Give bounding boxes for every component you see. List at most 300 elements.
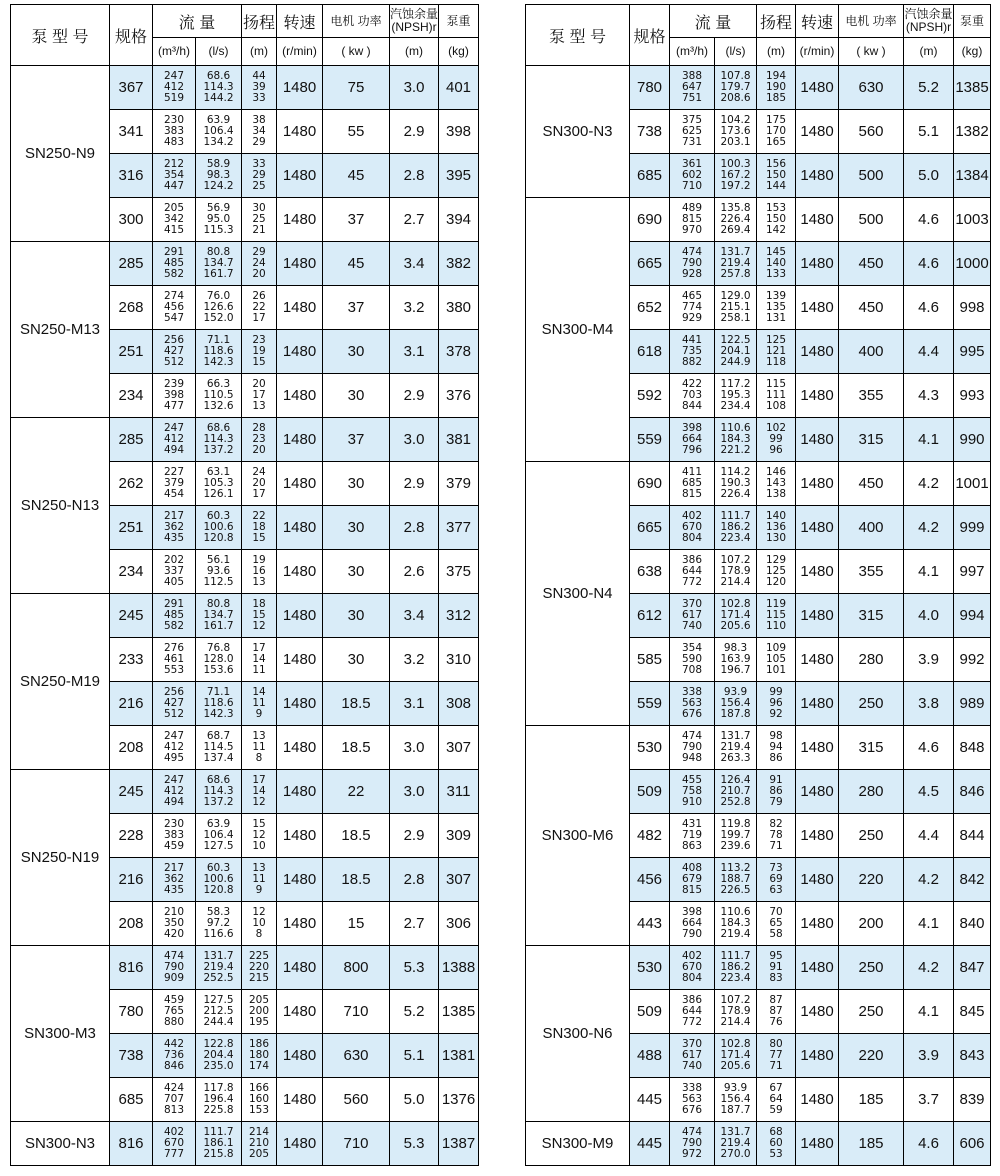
power-value: 315 [839,418,904,462]
flow-ls-values: 110.6 184.3 219.4 [715,902,757,946]
flow-m3h-values: 291 485 582 [153,594,196,638]
head-values: 13 11 9 [242,858,277,902]
weight-value: 1382 [954,110,991,154]
flow-m3h-values: 474 790 948 [670,726,715,770]
pump-spec: 482 [630,814,670,858]
pump-spec: 780 [110,990,153,1034]
speed-value: 1480 [277,814,323,858]
npsh-value: 3.0 [390,418,439,462]
flow-ls-values: 60.3 100.6 120.8 [196,858,242,902]
weight-value: 307 [439,726,479,770]
npsh-value: 3.0 [390,66,439,110]
flow-m3h-values: 276 461 553 [153,638,196,682]
header-flow-m3h: (m³/h) [670,38,715,66]
speed-value: 1480 [277,154,323,198]
power-value: 30 [323,462,390,506]
pump-spec: 341 [110,110,153,154]
flow-ls-values: 117.8 196.4 225.8 [196,1078,242,1122]
power-value: 45 [323,242,390,286]
speed-value: 1480 [796,66,839,110]
pump-spec: 285 [110,242,153,286]
head-values: 22 18 15 [242,506,277,550]
npsh-value: 4.6 [904,286,954,330]
weight-value: 1385 [954,66,991,110]
npsh-value: 5.3 [390,1122,439,1166]
power-value: 630 [323,1034,390,1078]
flow-m3h-values: 474 790 928 [670,242,715,286]
flow-m3h-values: 370 617 740 [670,1034,715,1078]
head-values: 225 220 215 [242,946,277,990]
power-value: 250 [839,990,904,1034]
table-row [526,66,991,110]
flow-m3h-values: 424 707 813 [153,1078,196,1122]
head-values: 26 22 17 [242,286,277,330]
npsh-value: 4.3 [904,374,954,418]
npsh-value: 5.1 [904,110,954,154]
weight-value: 312 [439,594,479,638]
flow-m3h-values: 256 427 512 [153,330,196,374]
speed-value: 1480 [796,594,839,638]
npsh-value: 5.0 [390,1078,439,1122]
head-values: 156 150 144 [757,154,796,198]
header-power: 电机 功率 [323,5,390,38]
speed-value: 1480 [277,902,323,946]
weight-value: 310 [439,638,479,682]
pump-spec: 251 [110,506,153,550]
header-model: 泵 型 号 [526,5,630,66]
flow-ls-values: 60.3 100.6 120.8 [196,506,242,550]
flow-ls-values: 80.8 134.7 161.7 [196,594,242,638]
npsh-value: 2.9 [390,814,439,858]
flow-m3h-values: 230 383 483 [153,110,196,154]
weight-value: 847 [954,946,991,990]
weight-value: 999 [954,506,991,550]
power-value: 450 [839,242,904,286]
head-values: 80 77 71 [757,1034,796,1078]
header-head: 扬程 [242,5,277,38]
weight-value: 311 [439,770,479,814]
speed-value: 1480 [796,418,839,462]
weight-value: 606 [954,1122,991,1166]
flow-ls-values: 131.7 219.4 257.8 [715,242,757,286]
weight-value: 1001 [954,462,991,506]
weight-value: 394 [439,198,479,242]
weight-value: 994 [954,594,991,638]
head-values: 98 94 86 [757,726,796,770]
head-values: 139 135 131 [757,286,796,330]
header-head-unit: (m) [242,38,277,66]
pump-spec: 228 [110,814,153,858]
pump-spec: 300 [110,198,153,242]
speed-value: 1480 [277,66,323,110]
header-speed: 转速 [796,5,839,38]
head-values: 15 12 10 [242,814,277,858]
flow-ls-values: 131.7 219.4 263.3 [715,726,757,770]
head-values: 33 29 25 [242,154,277,198]
head-values: 91 86 79 [757,770,796,814]
weight-value: 306 [439,902,479,946]
flow-m3h-values: 388 647 751 [670,66,715,110]
npsh-value: 2.7 [390,198,439,242]
flow-m3h-values: 474 790 909 [153,946,196,990]
header-flow: 流 量 [153,5,242,38]
power-value: 400 [839,506,904,550]
pump-spec: 585 [630,638,670,682]
head-values: 30 25 21 [242,198,277,242]
npsh-value: 4.2 [904,462,954,506]
pump-table-right [525,4,991,1166]
speed-value: 1480 [277,242,323,286]
pump-spec: 816 [110,946,153,990]
speed-value: 1480 [796,770,839,814]
header-speed-unit: (r/min) [796,38,839,66]
speed-value: 1480 [277,946,323,990]
weight-value: 1387 [439,1122,479,1166]
flow-ls-values: 114.2 190.3 226.4 [715,462,757,506]
pump-spec: 268 [110,286,153,330]
head-values: 13 11 8 [242,726,277,770]
head-values: 102 99 96 [757,418,796,462]
npsh-value: 2.7 [390,902,439,946]
npsh-value: 3.9 [904,1034,954,1078]
power-value: 355 [839,550,904,594]
power-value: 450 [839,462,904,506]
npsh-value: 3.7 [904,1078,954,1122]
header-spec: 规格 [630,5,670,66]
npsh-value: 2.8 [390,506,439,550]
flow-m3h-values: 354 590 708 [670,638,715,682]
speed-value: 1480 [277,990,323,1034]
power-value: 37 [323,418,390,462]
power-value: 30 [323,506,390,550]
pump-spec: 738 [630,110,670,154]
head-values: 23 19 15 [242,330,277,374]
header-flow-ls: (l/s) [715,38,757,66]
flow-ls-values: 113.2 188.7 226.5 [715,858,757,902]
npsh-value: 5.1 [390,1034,439,1078]
header-npsh-unit: (m) [904,38,954,66]
power-value: 30 [323,638,390,682]
pump-spec: 216 [110,858,153,902]
header-power-unit: ( kw ) [839,38,904,66]
table-row [11,418,479,462]
weight-value: 839 [954,1078,991,1122]
npsh-value: 4.2 [904,858,954,902]
power-value: 37 [323,198,390,242]
pump-spec: 509 [630,990,670,1034]
header-flow-m3h: (m³/h) [153,38,196,66]
weight-value: 1003 [954,198,991,242]
pump-spec: 652 [630,286,670,330]
head-values: 214 210 205 [242,1122,277,1166]
flow-ls-values: 68.6 114.3 144.2 [196,66,242,110]
npsh-value: 3.8 [904,682,954,726]
head-values: 44 39 33 [242,66,277,110]
weight-value: 381 [439,418,479,462]
flow-m3h-values: 411 685 815 [670,462,715,506]
flow-ls-values: 58.3 97.2 116.6 [196,902,242,946]
power-value: 250 [839,682,904,726]
head-values: 14 11 9 [242,682,277,726]
weight-value: 401 [439,66,479,110]
flow-ls-values: 131.7 219.4 252.5 [196,946,242,990]
weight-value: 840 [954,902,991,946]
npsh-value: 3.2 [390,286,439,330]
flow-m3h-values: 442 736 846 [153,1034,196,1078]
flow-m3h-values: 247 412 519 [153,66,196,110]
weight-value: 990 [954,418,991,462]
flow-ls-values: 63.9 106.4 134.2 [196,110,242,154]
flow-m3h-values: 408 679 815 [670,858,715,902]
header-speed: 转速 [277,5,323,38]
flow-m3h-values: 227 379 454 [153,462,196,506]
speed-value: 1480 [796,286,839,330]
weight-value: 308 [439,682,479,726]
speed-value: 1480 [277,1122,323,1166]
weight-value: 307 [439,858,479,902]
pump-table-left [10,4,479,1166]
pump-model: SN250-N19 [11,770,110,946]
weight-value: 379 [439,462,479,506]
header-weight-unit: (kg) [439,38,479,66]
pump-spec: 559 [630,418,670,462]
pump-spec: 245 [110,770,153,814]
speed-value: 1480 [796,154,839,198]
head-values: 109 105 101 [757,638,796,682]
pump-spec: 690 [630,198,670,242]
flow-ls-values: 111.7 186.2 223.4 [715,946,757,990]
flow-m3h-values: 459 765 880 [153,990,196,1034]
speed-value: 1480 [796,902,839,946]
speed-value: 1480 [796,550,839,594]
table-row [526,462,991,506]
flow-m3h-values: 274 456 547 [153,286,196,330]
npsh-value: 4.0 [904,594,954,638]
npsh-value: 5.2 [390,990,439,1034]
pump-spec: 234 [110,374,153,418]
power-value: 710 [323,990,390,1034]
speed-value: 1480 [796,330,839,374]
speed-value: 1480 [277,1078,323,1122]
flow-ls-values: 68.6 114.3 137.2 [196,770,242,814]
power-value: 37 [323,286,390,330]
flow-ls-values: 63.1 105.3 126.1 [196,462,242,506]
power-value: 220 [839,1034,904,1078]
flow-m3h-values: 398 664 796 [670,418,715,462]
head-values: 125 121 118 [757,330,796,374]
weight-value: 309 [439,814,479,858]
header-weight: 泵重 [439,5,479,38]
npsh-value: 3.4 [390,594,439,638]
npsh-value: 4.6 [904,242,954,286]
table-row [11,594,479,638]
power-value: 800 [323,946,390,990]
weight-value: 1388 [439,946,479,990]
head-values: 29 24 20 [242,242,277,286]
head-values: 166 160 153 [242,1078,277,1122]
flow-ls-values: 111.7 186.1 215.8 [196,1122,242,1166]
npsh-value: 2.8 [390,154,439,198]
power-value: 15 [323,902,390,946]
flow-ls-values: 76.0 126.6 152.0 [196,286,242,330]
flow-m3h-values: 431 719 863 [670,814,715,858]
npsh-value: 2.9 [390,374,439,418]
flow-m3h-values: 361 602 710 [670,154,715,198]
flow-m3h-values: 217 362 435 [153,506,196,550]
power-value: 355 [839,374,904,418]
pump-spec: 685 [630,154,670,198]
flow-m3h-values: 402 670 777 [153,1122,196,1166]
speed-value: 1480 [796,726,839,770]
weight-value: 1384 [954,154,991,198]
pump-spec: 208 [110,726,153,770]
flow-m3h-values: 247 412 494 [153,770,196,814]
header-power: 电机 功率 [839,5,904,38]
npsh-value: 3.0 [390,770,439,814]
pump-spec: 685 [110,1078,153,1122]
power-value: 45 [323,154,390,198]
header-speed-unit: (r/min) [277,38,323,66]
power-value: 30 [323,550,390,594]
pump-spec: 216 [110,682,153,726]
flow-m3h-values: 402 670 804 [670,946,715,990]
flow-m3h-values: 375 625 731 [670,110,715,154]
pump-spec: 316 [110,154,153,198]
flow-ls-values: 127.5 212.5 244.4 [196,990,242,1034]
npsh-value: 4.4 [904,330,954,374]
flow-ls-values: 129.0 215.1 258.1 [715,286,757,330]
speed-value: 1480 [796,374,839,418]
power-value: 315 [839,594,904,638]
weight-value: 845 [954,990,991,1034]
flow-m3h-values: 205 342 415 [153,198,196,242]
power-value: 30 [323,374,390,418]
power-value: 55 [323,110,390,154]
weight-value: 376 [439,374,479,418]
speed-value: 1480 [796,242,839,286]
flow-m3h-values: 455 758 910 [670,770,715,814]
power-value: 18.5 [323,682,390,726]
pump-spec: 816 [110,1122,153,1166]
npsh-value: 4.1 [904,550,954,594]
npsh-value: 2.8 [390,858,439,902]
pump-model: SN250-N9 [11,66,110,242]
power-value: 315 [839,726,904,770]
power-value: 560 [839,110,904,154]
power-value: 30 [323,330,390,374]
speed-value: 1480 [796,638,839,682]
head-values: 99 96 92 [757,682,796,726]
npsh-value: 4.5 [904,770,954,814]
weight-value: 997 [954,550,991,594]
pump-spec: 208 [110,902,153,946]
speed-value: 1480 [277,418,323,462]
weight-value: 844 [954,814,991,858]
power-value: 630 [839,66,904,110]
flow-m3h-values: 217 362 435 [153,858,196,902]
npsh-value: 4.1 [904,990,954,1034]
flow-ls-values: 76.8 128.0 153.6 [196,638,242,682]
weight-value: 395 [439,154,479,198]
table-row [526,198,991,242]
flow-ls-values: 104.2 173.6 203.1 [715,110,757,154]
head-values: 19 16 13 [242,550,277,594]
table-row [11,1122,479,1166]
power-value: 500 [839,154,904,198]
power-value: 22 [323,770,390,814]
head-values: 205 200 195 [242,990,277,1034]
head-values: 129 125 120 [757,550,796,594]
weight-value: 846 [954,770,991,814]
pump-model: SN250-M13 [11,242,110,418]
flow-m3h-values: 338 563 676 [670,682,715,726]
flow-m3h-values: 386 644 772 [670,550,715,594]
pump-spec: 445 [630,1078,670,1122]
npsh-value: 3.0 [390,726,439,770]
weight-value: 993 [954,374,991,418]
power-value: 500 [839,198,904,242]
pump-spec: 285 [110,418,153,462]
pump-spec: 530 [630,726,670,770]
weight-value: 848 [954,726,991,770]
flow-m3h-values: 402 670 804 [670,506,715,550]
speed-value: 1480 [277,110,323,154]
weight-value: 998 [954,286,991,330]
flow-ls-values: 80.8 134.7 161.7 [196,242,242,286]
pump-model: SN300-N4 [526,462,630,726]
head-values: 38 34 29 [242,110,277,154]
weight-value: 380 [439,286,479,330]
pump-spec: 262 [110,462,153,506]
weight-value: 382 [439,242,479,286]
npsh-value: 3.4 [390,242,439,286]
power-value: 400 [839,330,904,374]
npsh-value: 4.2 [904,506,954,550]
pump-spec: 665 [630,506,670,550]
head-values: 70 65 58 [757,902,796,946]
pump-model: SN300-M9 [526,1122,630,1166]
weight-value: 1000 [954,242,991,286]
flow-ls-values: 56.9 95.0 115.3 [196,198,242,242]
head-values: 194 190 185 [757,66,796,110]
head-values: 73 69 63 [757,858,796,902]
flow-ls-values: 126.4 210.7 252.8 [715,770,757,814]
npsh-value: 4.4 [904,814,954,858]
flow-ls-values: 98.3 163.9 196.7 [715,638,757,682]
flow-ls-values: 93.9 156.4 187.8 [715,682,757,726]
pump-spec: 233 [110,638,153,682]
npsh-value: 4.6 [904,726,954,770]
flow-m3h-values: 247 412 494 [153,418,196,462]
flow-ls-values: 100.3 167.2 197.2 [715,154,757,198]
head-values: 115 111 108 [757,374,796,418]
power-value: 250 [839,946,904,990]
weight-value: 375 [439,550,479,594]
speed-value: 1480 [796,858,839,902]
weight-value: 377 [439,506,479,550]
pump-model: SN250-N13 [11,418,110,594]
speed-value: 1480 [796,1122,839,1166]
flow-ls-values: 71.1 118.6 142.3 [196,682,242,726]
head-values: 17 14 12 [242,770,277,814]
power-value: 710 [323,1122,390,1166]
table-row [11,770,479,814]
flow-ls-values: 117.2 195.3 234.4 [715,374,757,418]
flow-m3h-values: 398 664 790 [670,902,715,946]
npsh-value: 5.3 [390,946,439,990]
speed-value: 1480 [796,990,839,1034]
flow-m3h-values: 230 383 459 [153,814,196,858]
